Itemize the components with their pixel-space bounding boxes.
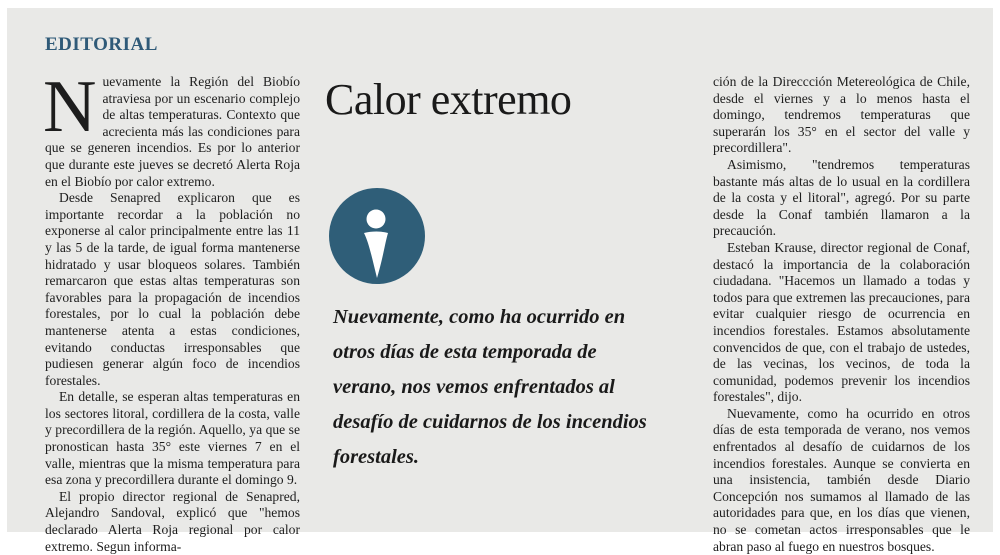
article-column-right: [713, 74, 970, 555]
paragraph-8: Nuevamente, como ha ocurrido en otros días de esta temporada de verano, nos vemos enfrentados al desafío de cuidarnos de los incendios forestales. Aunque se convierta en una insistencia, también desde Diario Concepción nos sumamos al llamado de las autoridades para que, en los días que vienen, no se cometan actos irresponsables que le abran paso al fuego en nuestros bosques.: [713, 405, 970, 554]
paragraph-1-text: uevamente la Región del Biobío atraviesa por un escenario complejo de altas temperaturas. Contexto que acrecienta más las condiciones para que se generen incendios. Es por lo anterior que durante este jueves se decretó Alerta Roja en el Biobío por calor extremo.: [45, 74, 300, 189]
drop-cap: N: [43, 66, 97, 148]
section-label: EDITORIAL: [45, 34, 158, 55]
paragraph-3: En detalle, se esperan altas temperaturas en los sectores litoral, cordillera de la costa, valle y precordillera de la región. Aquello, ya que se pronostican hasta 35° este viernes 7 en el valle, mientras que la misma temperatura para esa zona y precordillera durante el domingo 9.: [45, 389, 300, 488]
paragraph-6: Asimismo, "tendremos temperaturas bastante más altas de lo usual en la cordillera de la costa y el litoral", agregó. Por su parte desde la Conaf también llamaron a la precaución.: [713, 156, 970, 239]
paragraph-4: El propio director regional de Senapred, Alejandro Sandoval, explicó que "hemos declarado Alerta Roja regional por calor extremo. Segun informa-: [45, 488, 300, 554]
article-column-left: [43, 66, 300, 555]
info-i-icon: [329, 188, 425, 284]
headline: Calor extremo: [325, 75, 572, 124]
paragraph-2: Desde Senapred explicaron que es importante recordar a la población no exponerse al calor principalmente entre las 11 y las 5 de la tarde, de igual forma mantenerse hidratado y usar bloqueos solares. También remarcaron que estas altas temperaturas son favorables para la propagación de incendios forestales, por lo cual la población debe mantenerse atenta a estas condiciones, evitando conductas irresponsables que pudiesen generar algún foco de incendios forestales.: [45, 190, 300, 388]
editorial-page: [7, 8, 993, 554]
paragraph-7: Esteban Krause, director regional de Conaf, destacó la importancia de la colaboración ciudadana. "Hacemos un llamado a todas y todos para que extremen las precauciones, para evitar cualquier riesgo de ocurrencia en incendios forestales. Estamos absolutamente convencidos de que, con el trabajo de ustedes, de las vecinas, los vecinos, de toda la comunidad, podemos prevenir los incendios forestales", dijo.: [713, 239, 970, 405]
paragraph-1: [43, 66, 300, 190]
paragraph-5: ción de la Direccción Metereológica de Chile, desde el viernes y a lo menos hasta el domingo, tendremos temperaturas que superarán los 35° en el sector del valle y precordillera".: [713, 74, 970, 156]
pull-quote: Nuevamente, como ha ocurrido en otros días de esta temporada de verano, nos vemos enfrentados al desafío de cuidarnos de los incendios forestales.: [333, 306, 647, 468]
